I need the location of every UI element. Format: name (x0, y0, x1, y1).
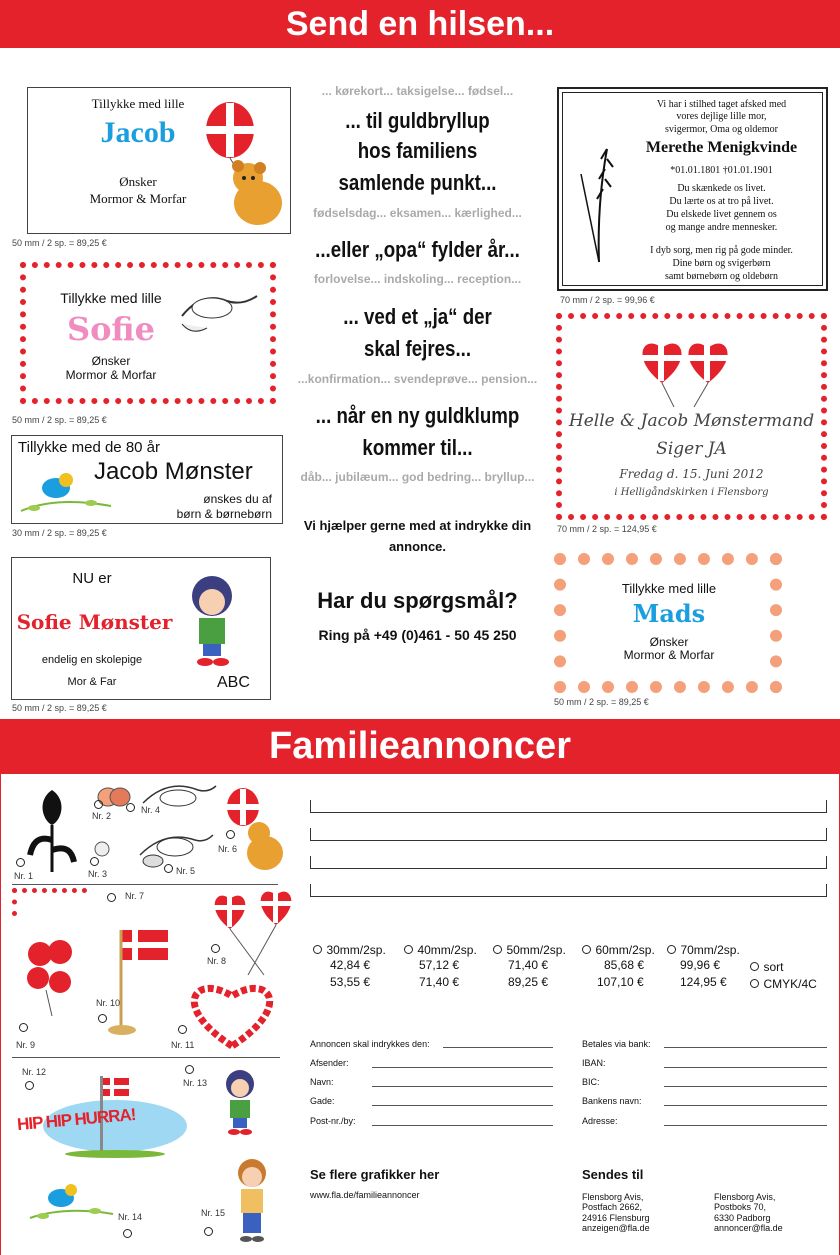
size-option-70[interactable] (667, 941, 740, 959)
zip-city-input[interactable] (372, 1116, 553, 1126)
ad-name: Jacob Mønster (94, 458, 253, 485)
obit-line: Du elskede livet gennem os (666, 209, 777, 220)
balloon-teddy-icon (200, 98, 290, 230)
graphic-label: Nr. 10 (96, 998, 121, 1008)
size-option-60[interactable] (582, 941, 655, 959)
graphic-label: Nr. 11 (171, 1040, 195, 1050)
graphic-radio-3[interactable] (90, 857, 99, 866)
form-label: Bankens navn: (582, 1096, 642, 1106)
obit-line: vores dejlige lille mor, (676, 111, 767, 122)
ad-line1: NU er (72, 570, 112, 587)
size-option-50[interactable] (493, 941, 566, 959)
text-line-4[interactable] (310, 884, 827, 897)
ad-line1: Tillykke med lille (621, 581, 717, 596)
graphic-label: Nr. 9 (16, 1040, 36, 1050)
form-label: IBAN: (582, 1058, 606, 1068)
wedding-date: Fredag d. 15. Juni 2012 (619, 467, 764, 481)
ad-caption: 70 mm / 2 sp. = 99,96 € (560, 295, 655, 305)
obit-line: Du lærte os at tro på livet. (669, 196, 774, 207)
graphic-radio-13[interactable] (185, 1065, 194, 1074)
wedding-names: Helle & Jacob Mønstermand (568, 411, 815, 431)
graphic-label: Nr. 13 (183, 1078, 208, 1088)
ad-mads (554, 553, 782, 693)
graphic-label: Nr. 4 (141, 805, 161, 815)
ad-line1: Tillykke med lille (91, 96, 185, 111)
ad-line1: Tillykke med de 80 år (18, 439, 161, 456)
graphic-label: Nr. 12 (22, 1067, 47, 1077)
form-label: Post-nr./by: (310, 1116, 356, 1126)
ad-line3: børn & børnebørn (176, 507, 272, 521)
balloon-teddy-icon (225, 785, 287, 875)
occasion-text: ... kørekort... taksigelse... fødsel... (321, 84, 514, 98)
price-bw: 42,84 € (330, 958, 371, 972)
price-bw: 57,12 € (419, 958, 460, 972)
headline-text: ... ved et „ja“ der (343, 304, 492, 329)
headline-text: samlende punkt... (338, 170, 497, 195)
ad-obituary (557, 87, 828, 291)
graphic-radio-11[interactable] (178, 1025, 187, 1034)
heart-flags-icon (634, 333, 744, 408)
divider (12, 1057, 280, 1058)
form-label: BIC: (582, 1077, 600, 1087)
color-label: sort (763, 960, 784, 974)
obit-name: Merethe Menigkvinde (645, 139, 798, 156)
address-line: 6330 Padborg (714, 1212, 771, 1223)
graphic-radio-10[interactable] (98, 1014, 107, 1023)
ad-name: Mads (632, 599, 706, 628)
hip-hip-hurra-text: HIP HIP HURRA! (16, 1104, 137, 1135)
size-radio[interactable] (313, 945, 322, 954)
price-color: 89,25 € (508, 975, 549, 989)
headline-text: kommer til... (362, 435, 473, 460)
ad-line3: Mormor & Morfar (89, 191, 187, 206)
ad-caption: 50 mm / 2 sp. = 89,25 € (12, 703, 107, 713)
send-to-title: Sendes til (582, 1167, 644, 1182)
date-input[interactable] (443, 1038, 553, 1048)
size-radio[interactable] (582, 945, 591, 954)
price-bw: 99,96 € (680, 958, 721, 972)
ad-line2: ønskes du af (203, 492, 272, 506)
obit-line: Du skænkede os livet. (677, 183, 766, 194)
divider (12, 884, 278, 885)
bic-input[interactable] (664, 1077, 827, 1087)
graphic-label: Nr. 3 (88, 869, 108, 879)
wheat-icon (569, 144, 624, 264)
ad-line2: Ønsker (91, 354, 131, 368)
price-bw: 85,68 € (604, 958, 645, 972)
address-line: Postboks 70, (714, 1202, 767, 1213)
address-dk (582, 1192, 650, 1233)
graphic-label: Nr. 1 (14, 871, 34, 881)
email-link[interactable]: anzeigen@fla.de (582, 1223, 650, 1234)
color-radio[interactable] (750, 979, 759, 988)
iban-input[interactable] (664, 1058, 827, 1068)
obit-line: Vi har i stilhed taget afsked med (656, 99, 787, 110)
ad-caption: 50 mm / 2 sp. = 89,25 € (12, 415, 107, 425)
schoolgirl-icon (177, 568, 247, 668)
street-input[interactable] (372, 1096, 553, 1106)
graphic-radio-5[interactable] (164, 864, 173, 873)
size-option-30[interactable] (313, 941, 386, 959)
schoolboy-icon (226, 1155, 278, 1245)
ad-line3: Mormor & Morfar (65, 368, 157, 382)
occasion-text: fødselsdag... eksamen... kærlighed... (313, 206, 522, 220)
color-label: CMYK/4C (763, 977, 817, 991)
more-graphics-link[interactable]: www.fla.de/familieannoncer (310, 1190, 420, 1200)
ad-sofie (20, 262, 276, 404)
bird-icon (16, 466, 116, 521)
danish-flag-icon (108, 926, 172, 1038)
color-option-cmyk[interactable] (750, 975, 817, 993)
rose-icon (22, 780, 82, 875)
price-color: 124,95 € (680, 975, 727, 989)
address-line: Flensborg Avis, (714, 1192, 776, 1202)
ad-line3: Mormor & Morfar (623, 648, 715, 662)
headline-text: ... til guldbryllup (345, 108, 490, 133)
price-color: 107,10 € (597, 975, 644, 989)
graphic-label: Nr. 14 (118, 1212, 143, 1222)
ad-jacob-80 (11, 435, 283, 524)
graphic-label: Nr. 6 (218, 844, 238, 854)
obit-dates: *01.01.1801 †01.01.1901 (670, 165, 773, 176)
ad-caption: 30 mm / 2 sp. = 89,25 € (12, 528, 107, 538)
more-graphics-title: Se flere grafikker her (310, 1167, 440, 1182)
graphic-radio-4[interactable] (126, 803, 135, 812)
graphic-radio-2[interactable] (94, 800, 103, 809)
help-text: Vi hjælper gerne med at indrykke din annonce. (303, 518, 532, 554)
address-line: 24916 Flensburg (582, 1212, 650, 1223)
form-label: Adresse: (582, 1116, 618, 1126)
form-label: Gade: (310, 1096, 335, 1106)
graphic-radio-9[interactable] (19, 1023, 28, 1032)
hip-hip-hurra-graphic (16, 1076, 195, 1158)
heart-of-flags-icon (180, 978, 285, 1053)
form-label: Betales via bank: (582, 1039, 651, 1049)
graphic-label: Nr. 7 (125, 891, 145, 901)
size-label: 70mm/2sp. (680, 943, 740, 957)
bird-icon (25, 1178, 115, 1233)
price-color: 71,40 € (419, 975, 460, 989)
form-label: Afsender: (310, 1058, 349, 1068)
text-line-1[interactable] (310, 800, 827, 813)
size-radio[interactable] (493, 945, 502, 954)
headline-text: ... når en ny guldklump (315, 403, 520, 428)
sender-input[interactable] (372, 1058, 553, 1068)
heart-balloons-icon (26, 938, 76, 1018)
graphic-label: Nr. 8 (207, 956, 227, 966)
phone-text: Ring på +49 (0)461 - 50 45 250 (318, 627, 517, 643)
graphic-radio-15[interactable] (204, 1227, 213, 1236)
stork-icon (172, 286, 262, 346)
address-line: Flensborg Avis, (582, 1192, 644, 1202)
price-bw: 71,40 € (508, 958, 549, 972)
headline-text: hos familiens (357, 138, 478, 163)
form-label: Annoncen skal indrykkes den: (310, 1039, 430, 1049)
text-line-3[interactable] (310, 856, 827, 869)
ad-name: Sofie Mønster (16, 610, 173, 634)
text-line-2[interactable] (310, 828, 827, 841)
ad-line1: Tillykke med lille (60, 290, 162, 306)
graphic-radio-6[interactable] (226, 830, 235, 839)
graphic-label: Nr. 15 (201, 1208, 226, 1218)
size-label: 40mm/2sp. (417, 943, 477, 957)
graphic-radio-7[interactable] (107, 893, 116, 902)
graphic-label: Nr. 2 (92, 811, 112, 821)
headline-text: ...eller „opa“ fylder år... (315, 237, 520, 262)
ad-line2: Ønsker (649, 635, 689, 649)
occasion-text: forlovelse... indskoling... reception... (313, 272, 522, 286)
ad-line3: Mor & Far (67, 676, 117, 688)
ad-caption: 50 mm / 2 sp. = 89,25 € (554, 697, 649, 707)
graphic-radio-1[interactable] (16, 858, 25, 867)
ad-sofie-school (11, 557, 271, 700)
wedding-place: i Helligåndskirken i Flensborg (614, 487, 769, 498)
ad-jacob (27, 87, 291, 234)
border-sample-icon (12, 888, 87, 916)
header-title: Send en hilsen... (0, 0, 840, 48)
name-input[interactable] (372, 1077, 553, 1087)
graphic-radio-14[interactable] (123, 1229, 132, 1238)
ad-name: Sofie (66, 310, 156, 348)
size-label: 50mm/2sp. (506, 943, 566, 957)
ad-caption: 70 mm / 2 sp. = 124,95 € (557, 524, 657, 534)
address-padborg (714, 1192, 783, 1233)
color-radio[interactable] (750, 962, 759, 971)
obit-line: svigermor, Oma og oldemor (665, 124, 778, 135)
ad-wedding (556, 313, 827, 520)
bank-input[interactable] (664, 1038, 827, 1048)
ad-abc: ABC (217, 674, 250, 691)
ad-caption: 50 mm / 2 sp. = 89,25 € (12, 238, 107, 248)
bank-name-input[interactable] (664, 1096, 827, 1106)
schoolgirl-icon (215, 1066, 265, 1138)
graphic-radio-8[interactable] (211, 944, 220, 953)
question-title: Har du spørgsmål? (317, 588, 518, 613)
stork-baby-icon (135, 825, 215, 870)
obit-line: I dyb sorg, men rig på gode minder. (650, 245, 793, 256)
ad-name: Jacob (100, 116, 176, 149)
occasion-text: dåb... jubilæum... god bedring... bryllup... (300, 470, 535, 484)
wedding-line: Siger JA (656, 439, 727, 459)
size-label: 60mm/2sp. (595, 943, 655, 957)
obit-line: og mange andre mennesker. (665, 222, 778, 233)
ad-line2: endelig en skolepige (41, 654, 143, 666)
headline-text: skal fejres... (363, 336, 472, 361)
size-radio[interactable] (404, 945, 413, 954)
section-title: Familieannoncer (0, 719, 840, 774)
address-input[interactable] (664, 1116, 827, 1126)
graphic-label: Nr. 5 (176, 866, 196, 876)
address-line: Postfach 2662, (582, 1202, 643, 1213)
occasion-text: ...konfirmation... svendeprøve... pension... (297, 372, 538, 386)
ad-line2: Ønsker (119, 174, 157, 189)
size-label: 30mm/2sp. (326, 943, 386, 957)
obit-line: Dine børn og svigerbørn (672, 258, 771, 269)
graphic-radio-12[interactable] (25, 1081, 34, 1090)
obit-line: samt børnebørn og oldebørn (664, 271, 779, 282)
size-option-40[interactable] (404, 941, 477, 959)
size-radio[interactable] (667, 945, 676, 954)
form-label: Navn: (310, 1077, 334, 1087)
color-option-sort[interactable] (750, 958, 783, 976)
price-color: 53,55 € (330, 975, 371, 989)
email-link[interactable]: annoncer@fla.de (714, 1223, 783, 1234)
